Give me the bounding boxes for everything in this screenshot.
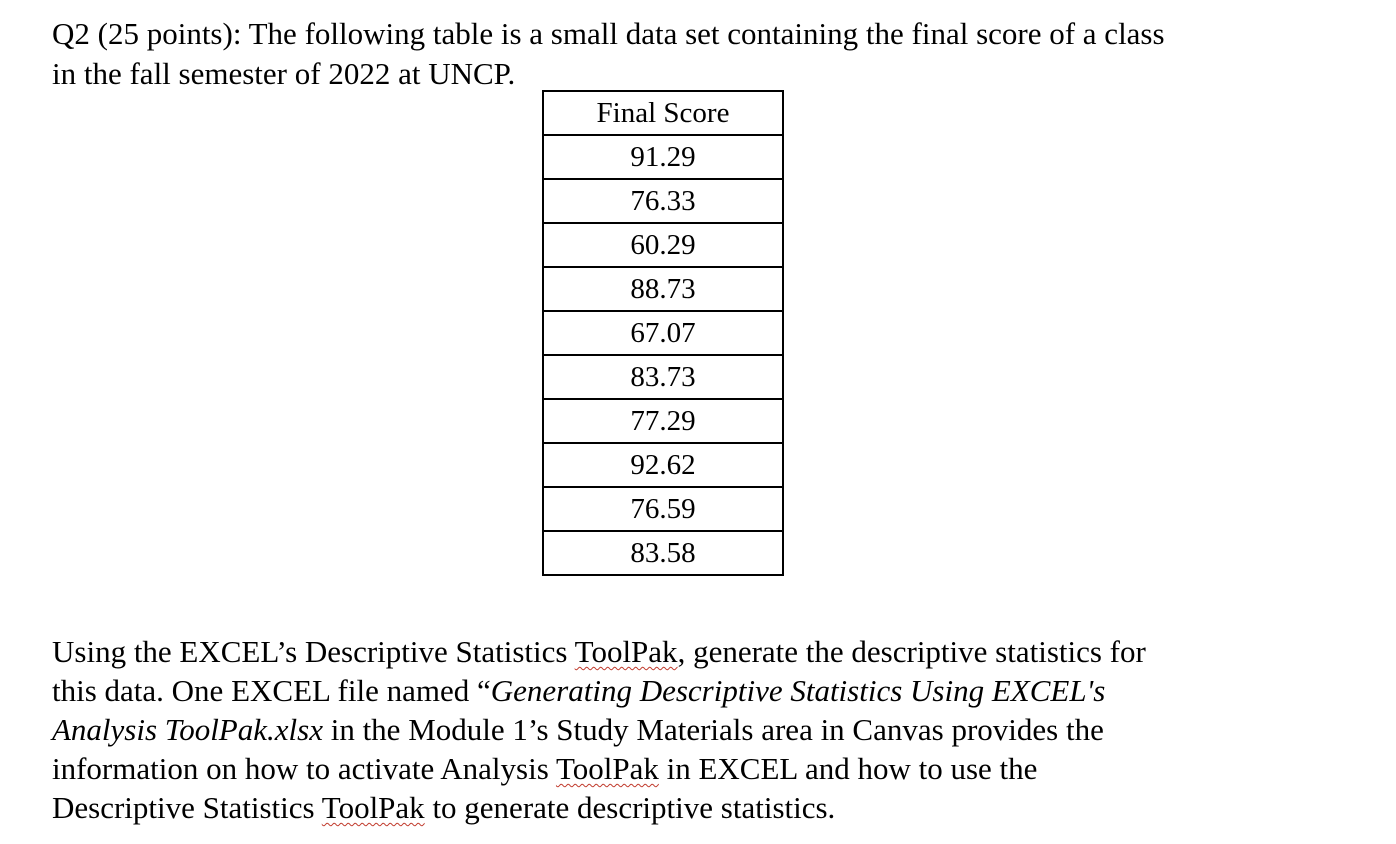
table-cell: 60.29 (543, 223, 783, 267)
table-row (543, 399, 783, 443)
question-line-1: Q2 (25 points): The following table is a small data set containing the final score of a class (52, 16, 1165, 51)
table-row (543, 443, 783, 487)
spelling-flagged-word: ToolPak (574, 634, 678, 669)
italic-text-run: Generating Descriptive Statistics Using EXCEL's (490, 673, 1106, 708)
instructions-line-1 (52, 632, 1362, 671)
table-cell: 83.73 (543, 355, 783, 399)
text-run: in EXCEL and how to use the (658, 751, 1038, 786)
italic-text-run: Analysis ToolPak.xlsx (52, 712, 323, 747)
table-row (543, 531, 783, 575)
instructions-line-2 (52, 671, 1362, 710)
question-header (52, 14, 1362, 94)
table-row (543, 487, 783, 531)
table-row (543, 355, 783, 399)
table-cell: 76.33 (543, 179, 783, 223)
question-line-2: in the fall semester of 2022 at UNCP. (52, 56, 516, 91)
spelling-flagged-word: ToolPak (555, 751, 659, 786)
table-cell: 92.62 (543, 443, 783, 487)
text-run: Using the EXCEL’s Descriptive Statistics (52, 634, 575, 669)
text-run: Descriptive Statistics (52, 790, 322, 825)
final-score-table (542, 90, 784, 576)
spelling-flagged-word: ToolPak (321, 790, 425, 825)
table-header-final-score: Final Score (543, 91, 783, 135)
text-run: to generate descriptive statistics. (424, 790, 836, 825)
table-row (543, 311, 783, 355)
table-row (543, 179, 783, 223)
table-row (543, 135, 783, 179)
table-header-row (543, 91, 783, 135)
instructions-line-3 (52, 710, 1362, 749)
text-run: , generate the descriptive statistics for (677, 634, 1146, 669)
table-row (543, 267, 783, 311)
table-cell: 83.58 (543, 531, 783, 575)
instructions-line-4 (52, 749, 1362, 788)
text-run: information on how to activate Analysis (52, 751, 556, 786)
instructions-paragraph (52, 632, 1362, 827)
table-cell: 76.59 (543, 487, 783, 531)
text-run: in the Module 1’s Study Materials area in Canvas provides the (322, 712, 1104, 747)
table-cell: 88.73 (543, 267, 783, 311)
table-row (543, 223, 783, 267)
table-cell: 77.29 (543, 399, 783, 443)
instructions-line-5 (52, 788, 1362, 827)
text-run: this data. One EXCEL file named “ (52, 673, 491, 708)
table-cell: 67.07 (543, 311, 783, 355)
table-cell: 91.29 (543, 135, 783, 179)
